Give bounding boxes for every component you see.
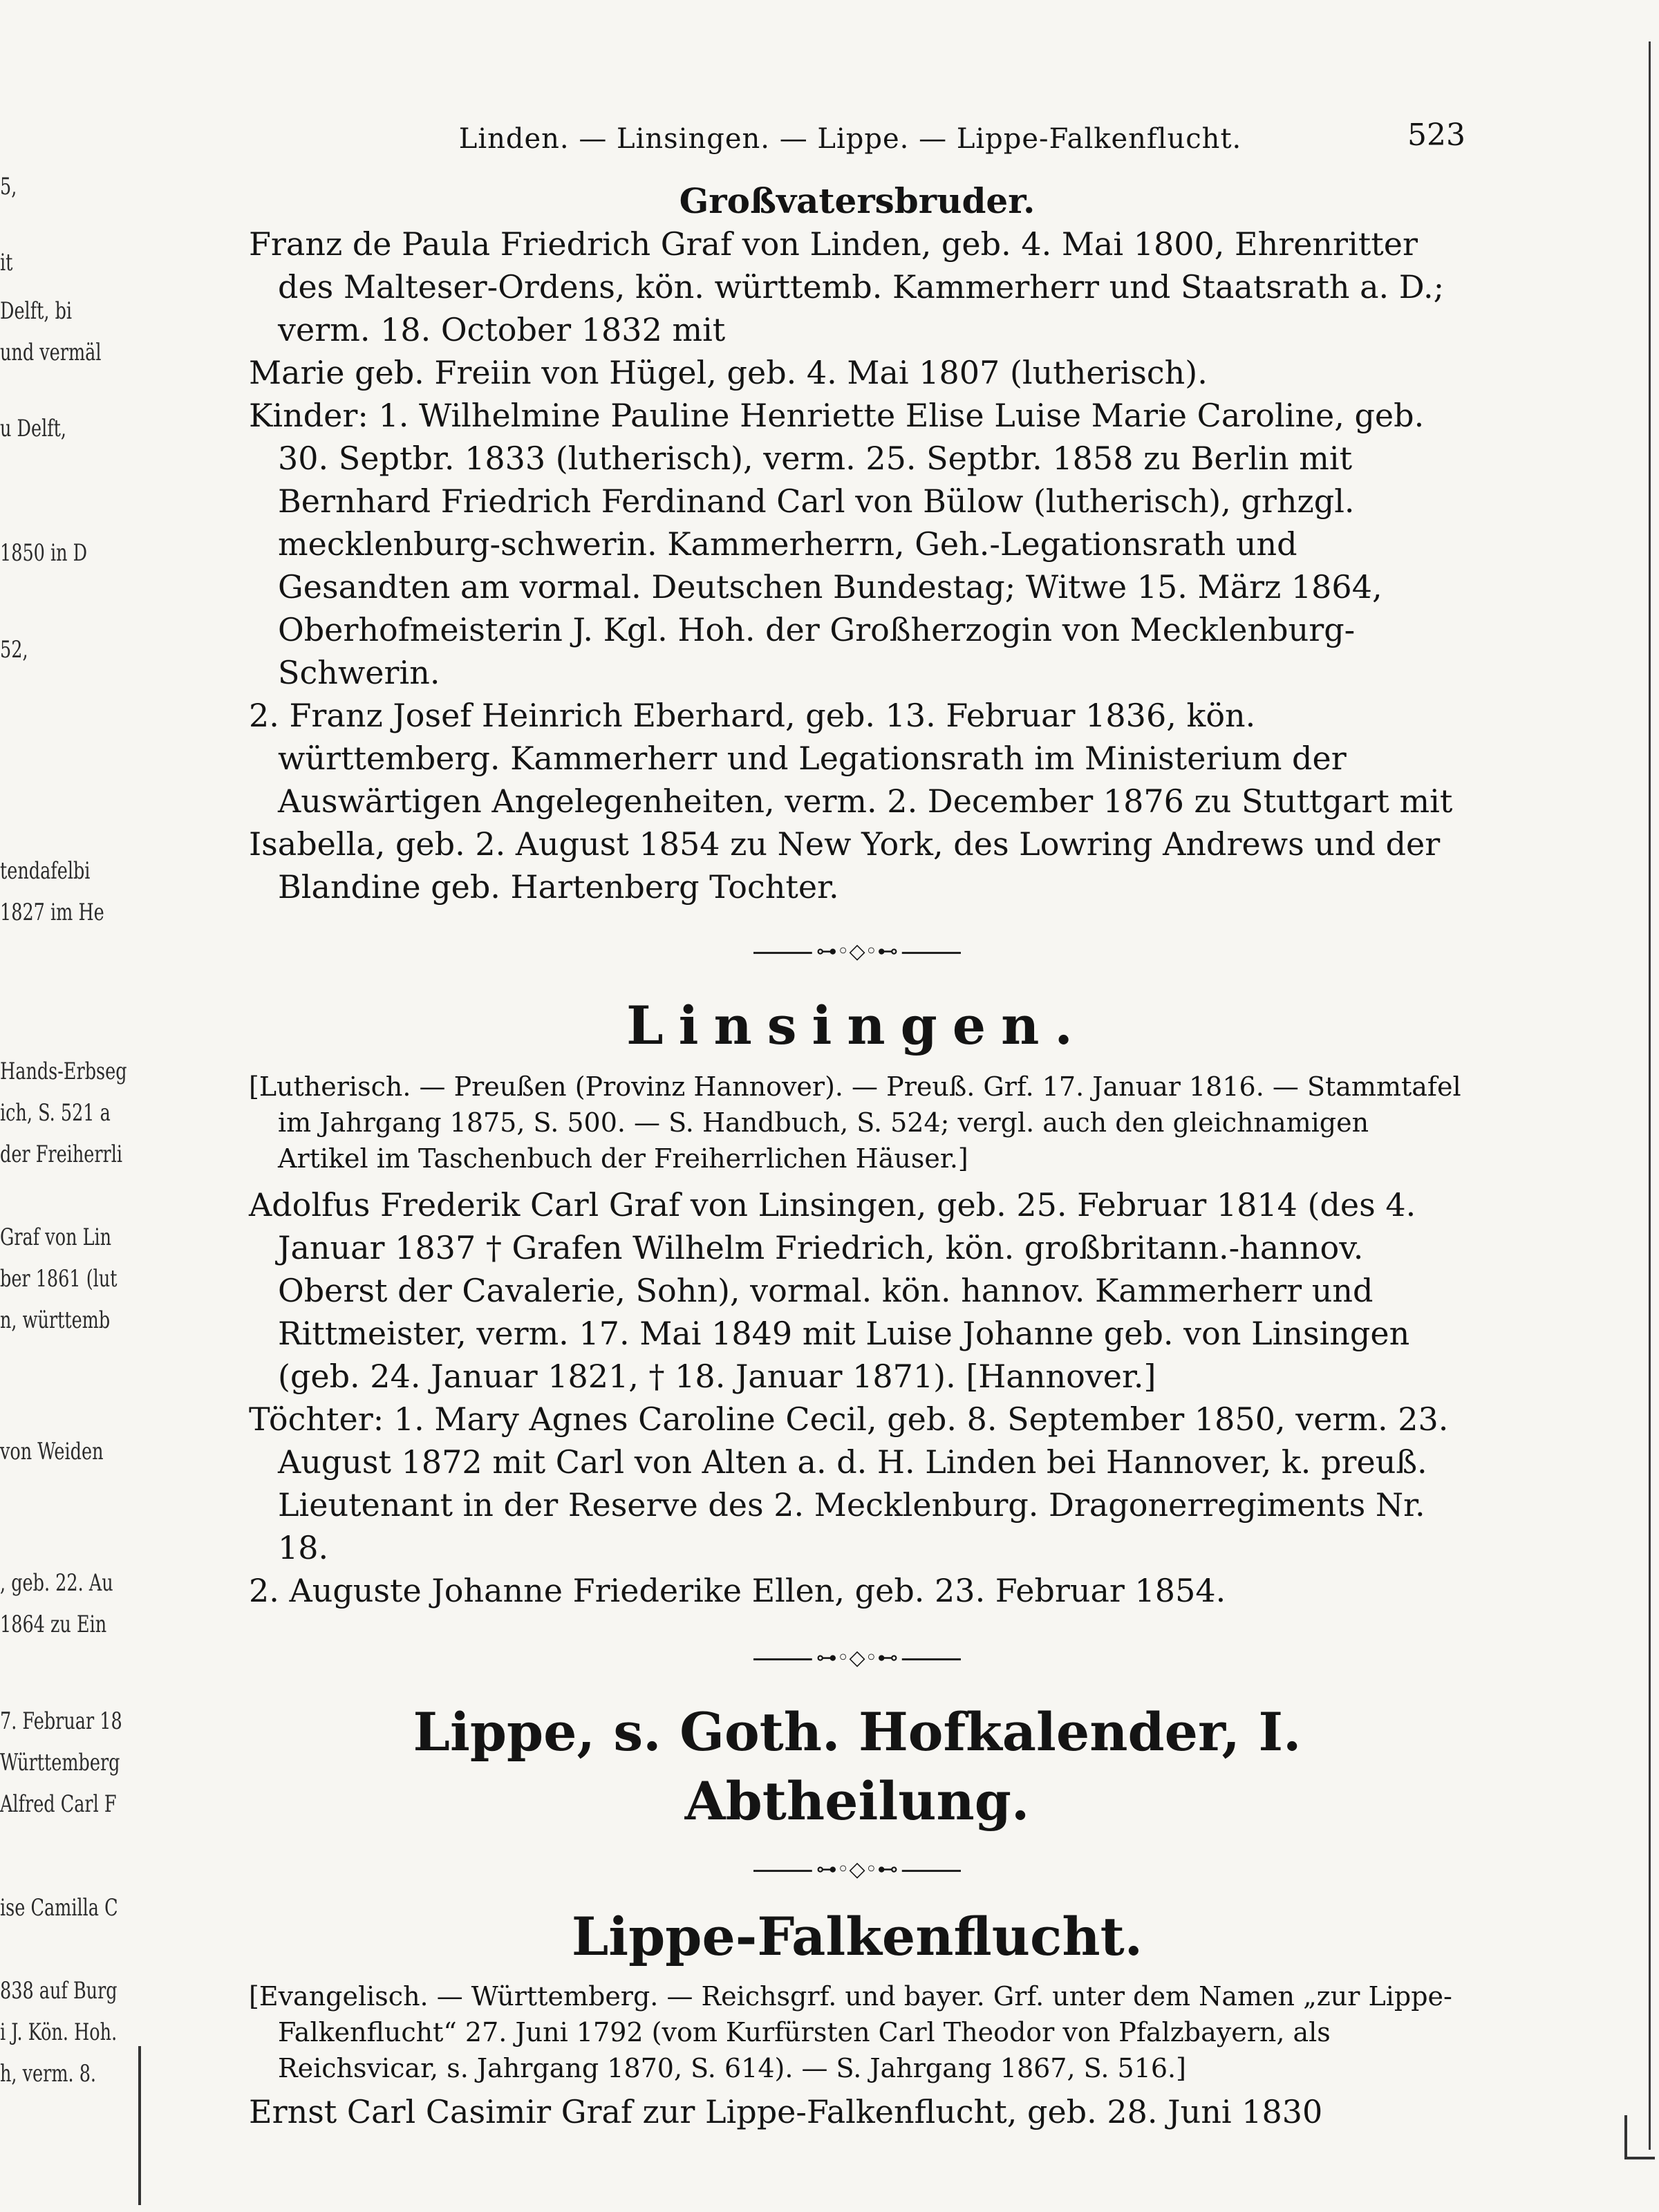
section-title-lippe: Lippe, s. Goth. Hofkalender, I. Abtheilung. bbox=[413, 1701, 1302, 1832]
section-divider bbox=[753, 1645, 961, 1673]
margin-fragment: Hands-Erbseg bbox=[0, 1058, 127, 1085]
entry-adolfus: Adolfus Frederik Carl Graf von Linsingen, geb. 25. Februar 1814 (des 4. Januar 1837 † Grafen Wilhelm Friedrich, kön. großbritann.-hannov. Oberst der Cavalerie, Sohn), vormal. kön. hannov. Kammerherr und Rittmeister, verm. 17. Mai 1849 mit Luise Johanne geb. von Linsingen (geb. 24. Januar 1821, † 18. Januar 1871). [Hannover.] bbox=[249, 1186, 1416, 1395]
margin-fragment: Alfred Carl F bbox=[0, 1790, 117, 1818]
gutter-line bbox=[138, 2046, 141, 2205]
entry-ernst-carl-casimir: Ernst Carl Casimir Graf zur Lippe-Falkenflucht, geb. 28. Juni 1830 bbox=[249, 2093, 1323, 2130]
margin-fragment: ise Camilla C bbox=[0, 1894, 118, 1922]
edge-bracket bbox=[1624, 2115, 1655, 2159]
entry-toechter-2: 2. Auguste Johanne Friederike Ellen, geb. 23. Februar 1854. bbox=[249, 1572, 1226, 1609]
page-number: 523 bbox=[1407, 118, 1465, 153]
margin-fragment: it bbox=[0, 249, 13, 276]
facing-page-margin bbox=[0, 138, 138, 2088]
entry-kinder-1: Kinder: 1. Wilhelmine Pauline Henriette Elise Luise Marie Caroline, geb. 30. Septbr. 1833 (lutherisch), verm. 25. Septbr. 1858 zu Berlin mit Bernhard Friedrich Ferdinand Carl von Bülow (lutherisch), grhzgl. mecklenburg-schwerin. Kammerherrn, Geh.-Legationsrath und Gesandten am vormal. Deutschen Bundestag; Witwe 15. März 1864, Oberhofmeisterin J. Kgl. Hoh. der Großherzogin von Mecklenburg-Schwerin. bbox=[249, 397, 1425, 691]
margin-fragment: der Freiherrli bbox=[0, 1141, 123, 1168]
margin-fragment: 1850 in D bbox=[0, 539, 88, 567]
section-title-lippe-falkenflucht: Lippe-Falkenflucht. bbox=[571, 1906, 1143, 1967]
running-head: Linden. — Linsingen. — Lippe. — Lippe-Falkenflucht. bbox=[458, 123, 1242, 155]
margin-fragment: , geb. 22. Au bbox=[0, 1569, 113, 1597]
entry-toechter-1: Töchter: 1. Mary Agnes Caroline Cecil, geb. 8. September 1850, verm. 23. August 1872 mit Carl von Alten a. d. H. Linden bei Hannover, k. preuß. Lieutenant in der Reserve des 2. Mecklenburg. Dragonerregiments Nr. 18. bbox=[249, 1400, 1449, 1566]
section-divider bbox=[753, 1857, 961, 1884]
margin-fragment: Graf von Lin bbox=[0, 1224, 112, 1251]
margin-fragment: tendafelbi bbox=[0, 857, 91, 885]
entry-isabella: Isabella, geb. 2. August 1854 zu New York, des Lowring Andrews und der Blandine geb. Hartenberg Tochter. bbox=[249, 825, 1441, 906]
margin-fragment: 838 auf Burg bbox=[0, 1977, 118, 2005]
margin-fragment: 5, bbox=[0, 173, 17, 200]
margin-fragment: 1864 zu Ein bbox=[0, 1611, 107, 1638]
margin-fragment: 7. Februar 18 bbox=[0, 1707, 122, 1735]
margin-fragment: h, verm. 8. bbox=[0, 2060, 97, 2088]
entry-marie: Marie geb. Freiin von Hügel, geb. 4. Mai 1807 (lutherisch). bbox=[249, 354, 1208, 391]
margin-fragment: 52, bbox=[0, 636, 28, 664]
edge-line bbox=[1649, 41, 1651, 2150]
divider-ornament: ⊶◦◇◦⊷ bbox=[812, 1858, 902, 1882]
note-linsingen: [Lutherisch. — Preußen (Provinz Hannover). — Preuß. Grf. 17. Januar 1816. — Stammtafel im Jahrgang 1875, S. 500. — S. Handbuch, S. 524; vergl. auch den gleichnamigen Artikel im Taschenbuch der Freiherrlichen Häuser.] bbox=[249, 1071, 1461, 1174]
section-title-linsingen: Linsingen. bbox=[626, 995, 1088, 1056]
page-edge bbox=[1583, 0, 1659, 2212]
margin-fragment: u Delft, bbox=[0, 415, 67, 442]
sub-heading-grossvatersbruder: Großvatersbruder. bbox=[679, 180, 1035, 221]
note-lippe-falkenflucht: [Evangelisch. — Württemberg. — Reichsgrf. und bayer. Grf. unter dem Namen „zur Lippe-Falkenflucht“ 27. Juni 1792 (vom Kurfürsten Carl Theodor von Pfalzbayern, als Reichsvicar, s. Jahrgang 1870, S. 614). — S. Jahrgang 1867, S. 516.] bbox=[249, 1981, 1452, 2083]
section-divider bbox=[753, 939, 961, 966]
margin-fragment: Delft, bi bbox=[0, 297, 73, 325]
margin-fragment: Württemberg bbox=[0, 1749, 120, 1777]
margin-fragment: ber 1861 (lut bbox=[0, 1265, 118, 1293]
margin-fragment: 1827 im He bbox=[0, 899, 104, 926]
page-header bbox=[249, 111, 1465, 180]
page-content bbox=[249, 111, 1465, 2133]
margin-fragment: von Weiden bbox=[0, 1438, 104, 1465]
margin-fragment: i J. Kön. Hoh. bbox=[0, 2018, 118, 2046]
divider-ornament: ⊶◦◇◦⊷ bbox=[812, 1647, 902, 1670]
entry-franz-de-paula: Franz de Paula Friedrich Graf von Linden, geb. 4. Mai 1800, Ehrenritter des Malteser-Ordens, kön. württemb. Kammerherr und Staatsrath a. D.; verm. 18. October 1832 mit bbox=[249, 225, 1445, 348]
margin-fragment: ich, S. 521 a bbox=[0, 1099, 111, 1127]
entry-kinder-2: 2. Franz Josef Heinrich Eberhard, geb. 13. Februar 1836, kön. württemberg. Kammerherr und Legationsrath im Ministerium der Auswärtigen Angelegenheiten, verm. 2. December 1876 zu Stuttgart mit bbox=[249, 697, 1453, 820]
divider-ornament: ⊶◦◇◦⊷ bbox=[812, 940, 902, 964]
margin-fragment: n, württemb bbox=[0, 1306, 111, 1334]
margin-fragment: und vermäl bbox=[0, 339, 102, 366]
